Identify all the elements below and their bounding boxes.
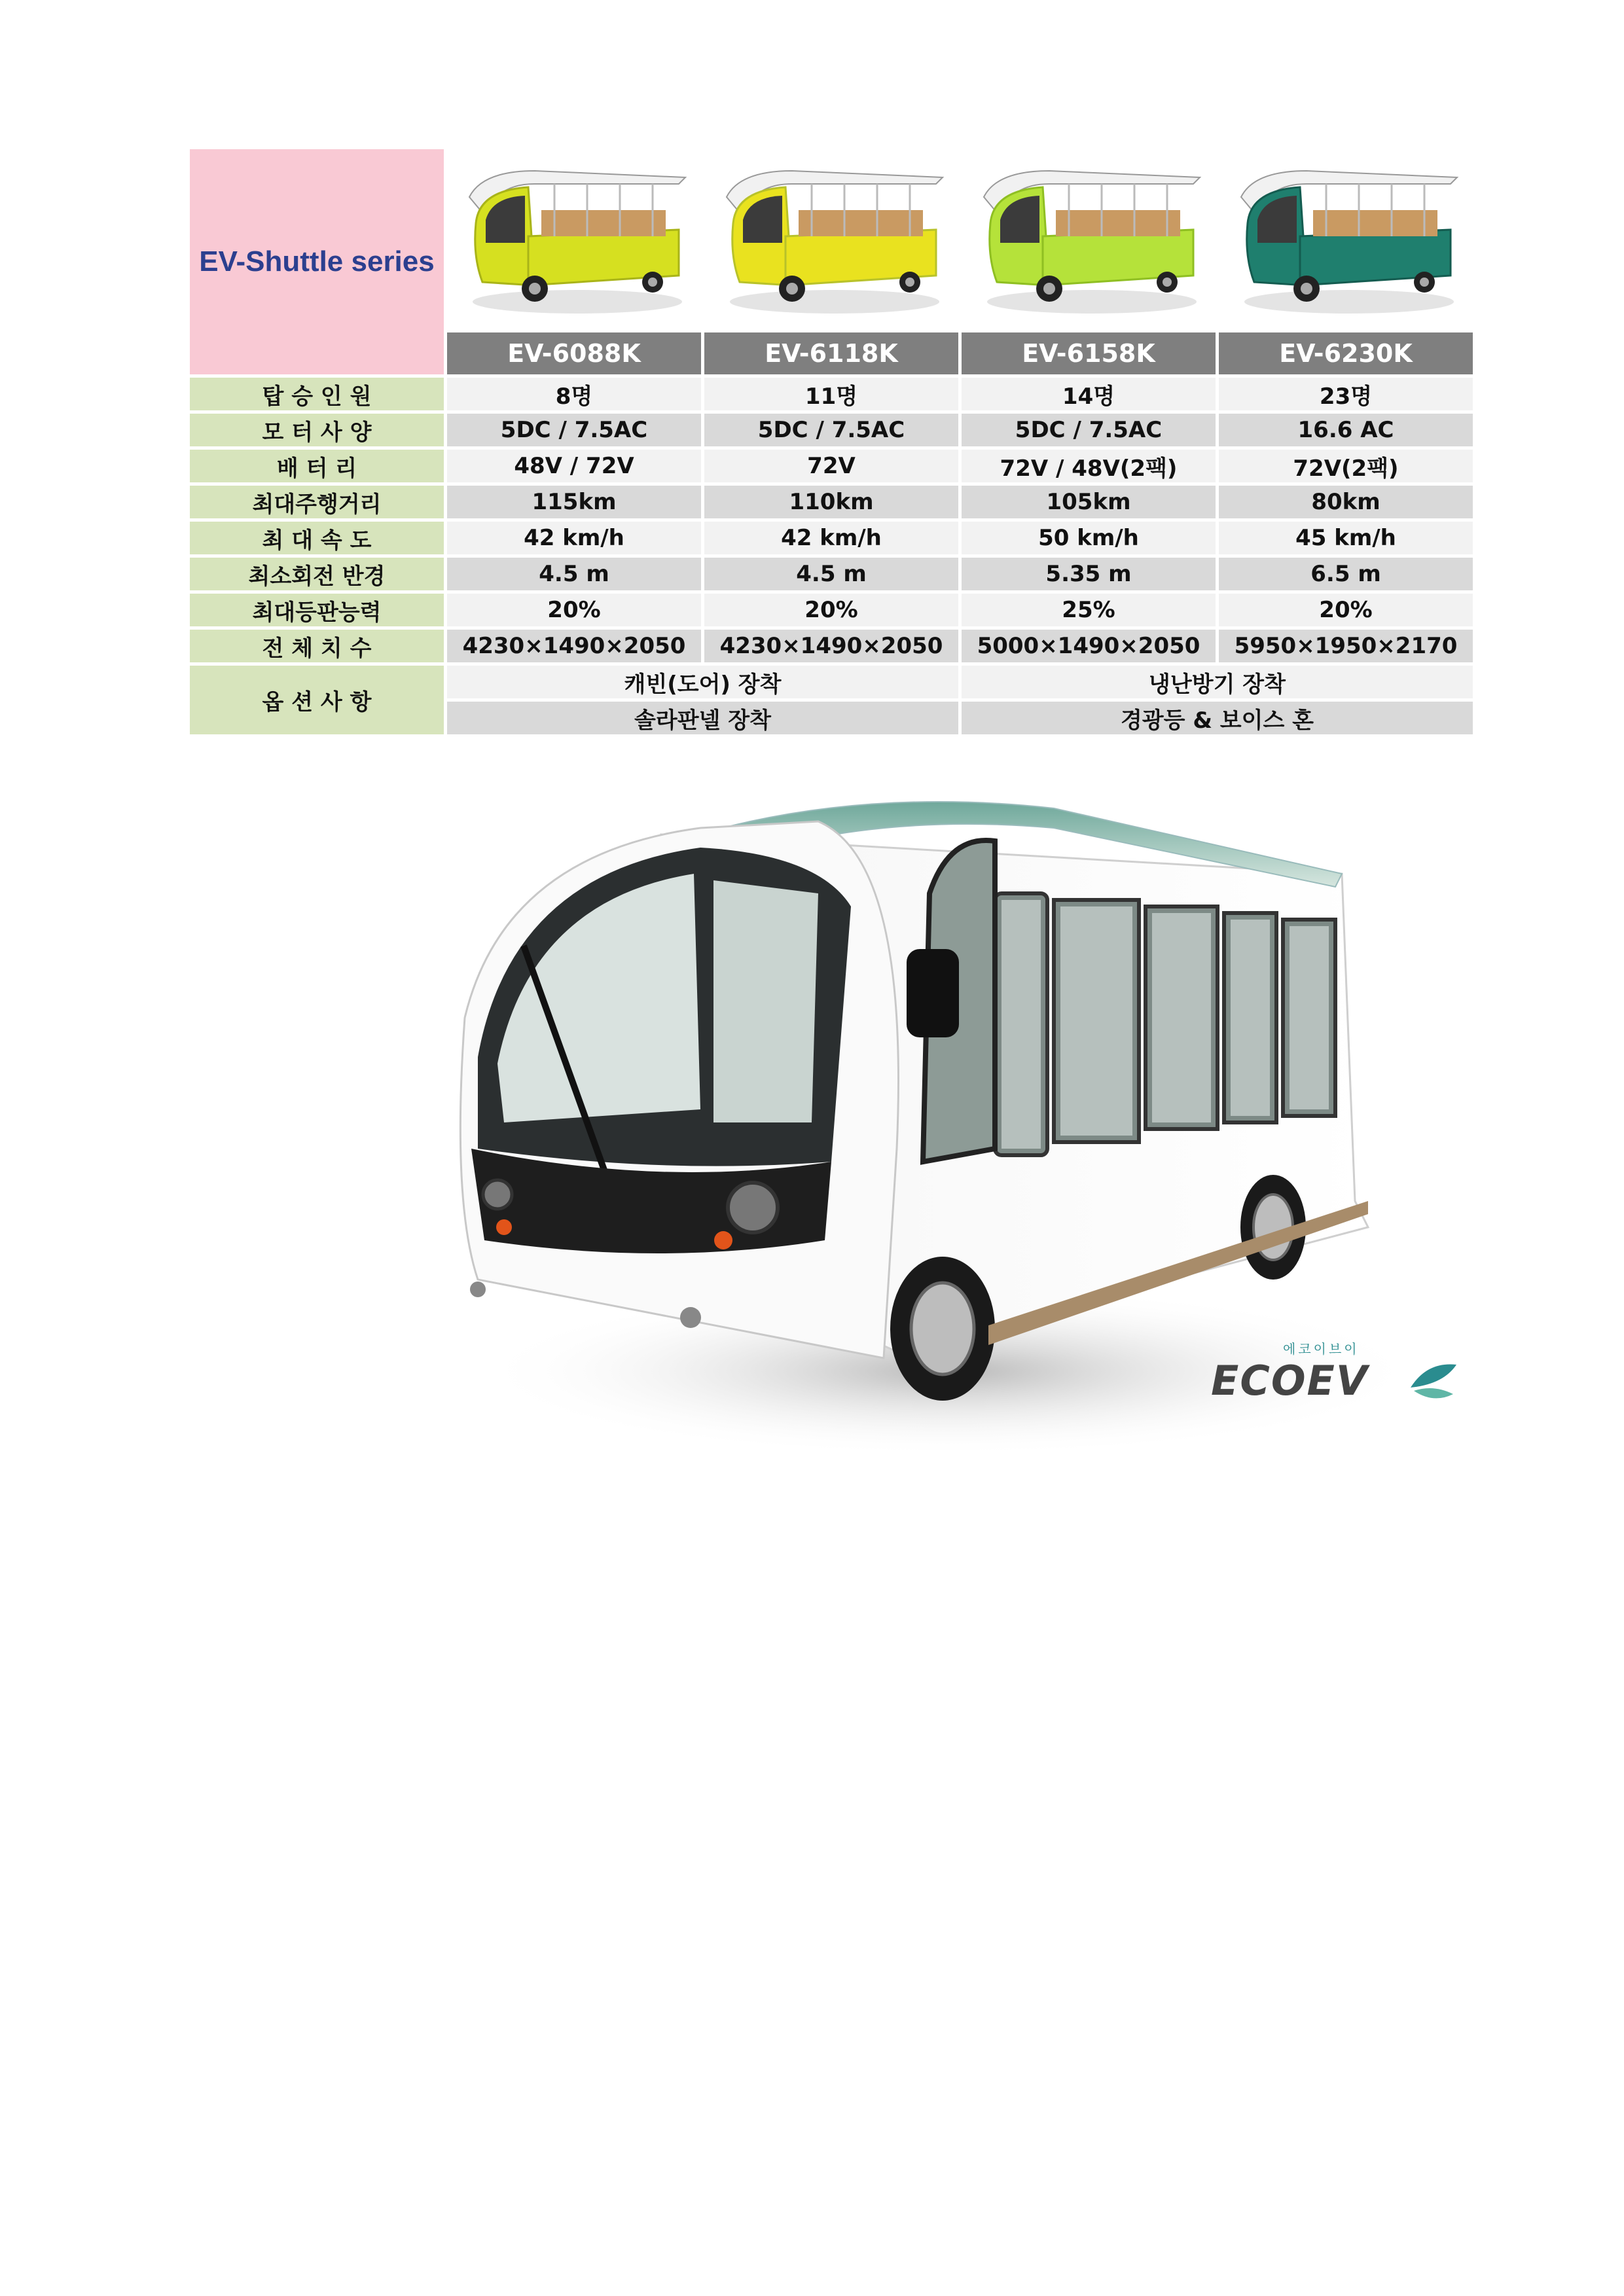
spec-value: 5.35 m [962,558,1216,590]
model-name: EV-6088K [447,332,701,374]
spec-value: 23명 [1219,378,1473,410]
model-photo [704,149,958,329]
spec-value: 5DC / 7.5AC [962,414,1216,446]
model-photo [447,149,701,329]
spec-value: 72V / 48V(2팩) [962,450,1216,482]
model-name: EV-6118K [704,332,958,374]
spec-value: 115km [447,486,701,518]
spec-value: 25% [962,594,1216,626]
spec-value: 80km [1219,486,1473,518]
ecoev-logo [1211,1338,1460,1410]
spec-value: 110km [704,486,958,518]
spec-label-speed: 최 대 속 도 [190,522,444,554]
option-value: 캐빈(도어) 장착 [447,666,958,698]
spec-value: 5DC / 7.5AC [704,414,958,446]
leaf-icon [1407,1358,1460,1404]
option-value: 냉난방기 장착 [962,666,1473,698]
model-photo [962,149,1216,329]
spec-label-options: 옵 션 사 항 [190,666,444,734]
model-name: EV-6158K [962,332,1216,374]
spec-label-range: 최대주행거리 [190,486,444,518]
model-photo [1219,149,1473,329]
spec-value: 4.5 m [447,558,701,590]
spec-value: 5950×1950×2170 [1219,630,1473,662]
spec-value: 20% [704,594,958,626]
spec-value: 11명 [704,378,958,410]
spec-label-dimensions: 전 체 치 수 [190,630,444,662]
model-name: EV-6230K [1219,332,1473,374]
spec-value: 8명 [447,378,701,410]
spec-label-passengers: 탑 승 인 원 [190,378,444,410]
option-value: 경광등 & 보이스 혼 [962,702,1473,734]
spec-value: 16.6 AC [1219,414,1473,446]
spec-value: 5DC / 7.5AC [447,414,701,446]
spec-value: 5000×1490×2050 [962,630,1216,662]
spec-value: 4230×1490×2050 [447,630,701,662]
spec-label-battery: 배 터 리 [190,450,444,482]
spec-value: 4.5 m [704,558,958,590]
spec-value: 42 km/h [704,522,958,554]
spec-label-climbing: 최대등판능력 [190,594,444,626]
spec-value: 20% [1219,594,1473,626]
spec-value: 48V / 72V [447,450,701,482]
spec-label-turning-radius: 최소회전 반경 [190,558,444,590]
spec-value: 20% [447,594,701,626]
spec-value: 42 km/h [447,522,701,554]
spec-label-motor: 모 터 사 양 [190,414,444,446]
logo-small-text: 에코이브이 [1283,1341,1360,1357]
spec-value: 4230×1490×2050 [704,630,958,662]
logo-main-text: ECOEV [1211,1357,1369,1405]
spec-value: 72V(2팩) [1219,450,1473,482]
option-value: 솔라판넬 장착 [447,702,958,734]
spec-table [190,149,1473,734]
spec-value: 14명 [962,378,1216,410]
spec-value: 45 km/h [1219,522,1473,554]
series-title: EV-Shuttle series [190,149,444,374]
spec-value: 50 km/h [962,522,1216,554]
spec-value: 6.5 m [1219,558,1473,590]
spec-value: 72V [704,450,958,482]
spec-value: 105km [962,486,1216,518]
